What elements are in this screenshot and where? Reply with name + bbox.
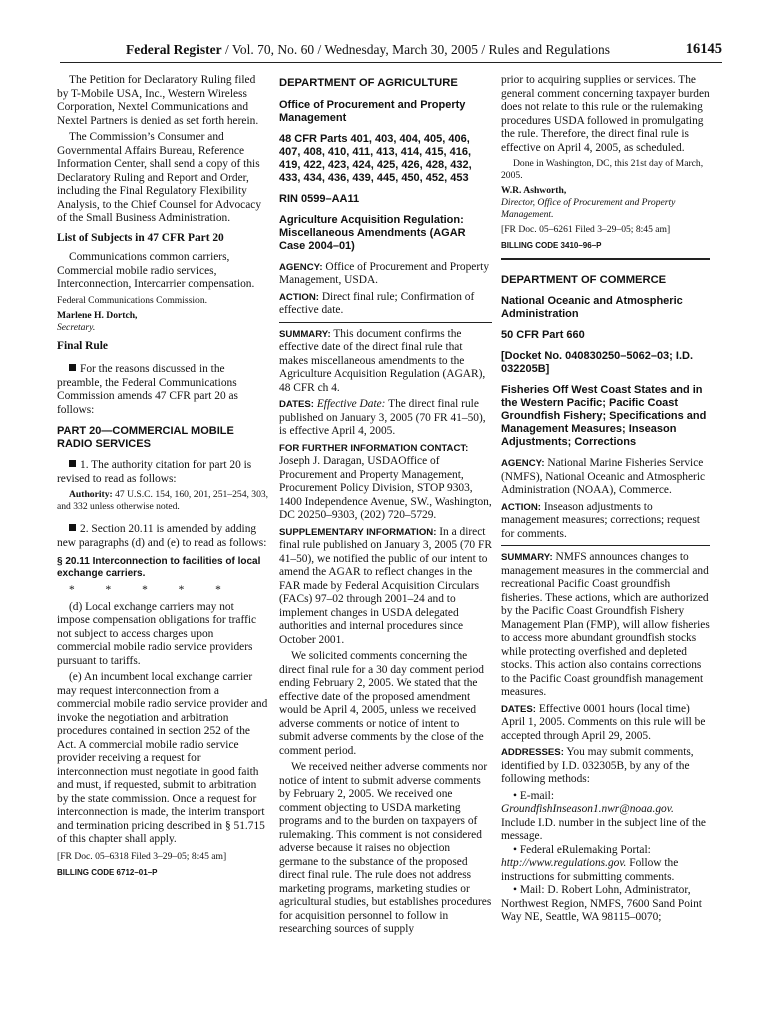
department-heading: DEPARTMENT OF AGRICULTURE (279, 77, 458, 89)
billing-code: BILLING CODE 6712–01–P (57, 867, 158, 877)
rule-title: Agriculture Acquisition Regulation: Miscellaneous Amendments (AGAR Case 2004–01) (279, 213, 466, 252)
portal-method: • Federal eRulemaking Portal: http://www.regulations.gov. Follow the instructions for submitting comments. (501, 843, 679, 883)
department-heading: DEPARTMENT OF COMMERCE (501, 273, 667, 286)
fr-doc-line: [FR Doc. 05–6318 Filed 3–29–05; 8:45 am] (57, 850, 227, 862)
amendatory-paragraph: 2. Section 20.11 is amended by adding new paragraphs (d) and (e) to read as follows: (57, 523, 267, 549)
authority-note: Authority: 47 U.S.C. 154, 160, 201, 251–254, 303, and 332 unless otherwise noted. (57, 489, 269, 512)
signer-title: Director, Office of Procurement and Property Management. (501, 197, 676, 220)
signer-title: Secretary. (57, 321, 96, 333)
paragraph: The Petition for Declaratory Ruling filed by T-Mobile USA, Inc., Western Wireless Corporation, Nextel Communications and Nextel Partners is denied as set forth herein. (57, 74, 259, 127)
action-line: ACTION: Direct final rule; Confirmation of effective date. (279, 290, 475, 316)
signer-name: Marlene H. Dortch, (57, 309, 138, 321)
office-heading: Office of Procurement and Property Management (279, 98, 466, 124)
rin-number: RIN 0599–AA11 (279, 192, 360, 205)
page-number: 16145 (685, 41, 722, 57)
email-link[interactable]: GroundfishInseason1.nwr@noaa.gov. (501, 803, 674, 815)
issue-info: / Vol. 70, No. 60 / Wednesday, March 30, 2005 / Rules and Regulations (221, 42, 610, 57)
fr-doc-line: [FR Doc. 05–6261 Filed 3–29–05; 8:45 am] (501, 224, 671, 235)
amendatory-paragraph: 1. The authority citation for part 20 is revised to read as follows: (57, 459, 252, 485)
agency-name: Federal Communications Commission. (57, 294, 208, 306)
column-3 (501, 74, 710, 928)
paragraph: (e) An incumbent local exchange carrier may request interconnection from a commercial mobile radio service provider and invoke the negotiation and arbitration procedures contained in section 252 of the Act. A commercial mobile radio service provider receiving a request for interconnection must negotiate in good faith and must, if requested, submit to arbitration by the state commission. Once a request for interconnection is made, the interim transport and termination pricing described in § 51.715 of this chapter shall apply. (57, 671, 268, 845)
page-header (60, 40, 722, 63)
paragraph: We received neither adverse comments nor notice of intent to submit adverse comments by February 2, 2005. We received one comment objecting to USDA marketing programs and to the burden on taxpayers of rulemaking. This comment is not considered adverse because it raises no objection germane to the substance of the proposed direct final rule. The rule does not address marketing programs, marketing studies or agricultural studies, but establishes procedures for acquisition personnel to follow in researching sources of supply (279, 761, 492, 935)
section-heading: § 20.11 Interconnection to facilities of local exchange carriers. (57, 556, 261, 579)
supplementary-line: SUPPLEMENTARY INFORMATION: In a direct final rule published on January 3, 2005 (70 FR 41–50), we notified the public of our intent to amend the AGAR to reflect changes in the FAR made by Federal Acquisition Circulars (FACs) 97–02 through 2001–24 and to implement changes in USDA delegated authorities and internal procedures since October 2001. (279, 525, 492, 646)
docket-number: [Docket No. 040830250–5062–03; I.D. 032205B] (501, 350, 694, 375)
running-head (126, 42, 610, 58)
rule-title: Fisheries Off West Coast States and in the Western Pacific; Pacific Coast Groundfish Fishery; Specifications and Management Measures; Inseason Adjustments; Corrections (501, 384, 707, 448)
summary-line: SUMMARY: NMFS announces changes to management measures in the commercial and recreational Pacific Coast groundfish fisheries. These actions, which are authorized by the Pacific Coast Groundfish Fishery Management Plan (FMP), will allow fisheries to access more abundant groundfish stocks while protecting overfished and depleted stocks. This action also contains corrections to the Pacific Coast groundfish management measures. (501, 551, 710, 698)
paragraph: (d) Local exchange carriers may not impose compensation obligations for traffic not subject to access charges upon commercial mobile radio service providers pursuant to tariffs. (57, 600, 257, 667)
dates-line: DATES: Effective 0001 hours (local time) April 1, 2005. Comments on this rule will be accepted through April 29, 2005. (501, 702, 706, 742)
amendatory-paragraph: For the reasons discussed in the preamble, the Federal Communications Commission amends 47 CFR part 20 as follows: (57, 363, 238, 416)
column-1 (57, 74, 269, 882)
portal-link[interactable]: http://www.regulations.gov. (501, 857, 627, 869)
subjects-list: Communications common carriers, Commercial mobile radio services, Interconnection, Intercarrier compensation. (57, 251, 255, 290)
summary-line: SUMMARY: This document confirms the effective date of the direct final rule that makes miscellaneous amendments to the Agriculture Acquisition Regulation (AGAR), 48 CFR ch 4. (279, 327, 486, 394)
square-bullet-icon (69, 364, 76, 371)
column-2 (279, 74, 492, 940)
ellipsis-stars: * * * * * (69, 584, 235, 596)
cfr-parts: 48 CFR Parts 401, 403, 404, 405, 406, 407, 408, 410, 411, 413, 414, 415, 416, 419, 422, 423, 424, 425, 426, 428, 432, 433, 434, 436, 439, 445, 450, 452, 453 (279, 132, 472, 184)
paragraph: We solicited comments concerning the direct final rule for a 30 day comment period ending February 2, 2005. We stated that the effective date of the proposed amendment would be April 4, 2005, unless we received adverse comments or notice of intent to submit adverse comments by the close of the comment period. (279, 650, 484, 757)
signing-date: Done in Washington, DC, this 21st day of March, 2005. (501, 158, 704, 181)
journal-name: Federal Register (126, 42, 222, 57)
action-line: ACTION: Inseason adjustments to management measures; corrections; request for comments. (501, 500, 700, 540)
agency-line: AGENCY: Office of Procurement and Property Management, USDA. (279, 260, 490, 286)
agency-line: AGENCY: National Marine Fisheries Service (NMFS), National Oceanic and Atmospheric Administration (NOAA), Commerce. (501, 457, 706, 496)
mail-method: • Mail: D. Robert Lohn, Administrator, Northwest Region, NMFS, 7600 Sand Point Way NE, Seattle, WA 98115–0070; (501, 884, 702, 923)
part-heading: PART 20—COMMERCIAL MOBILE RADIO SERVICES (57, 425, 234, 450)
subjects-heading: List of Subjects in 47 CFR Part 20 (57, 231, 224, 244)
paragraph: The Commission’s Consumer and Governmental Affairs Bureau, Reference Information Center, shall send a copy of this Declaratory Ruling and Report and Order, including the Final Regulatory Flexibility Analysis, to the Chief Counsel for Advocacy of the Small Business Administration. (57, 131, 262, 224)
divider (279, 322, 492, 323)
divider (501, 258, 710, 260)
signer-name: W.R. Ashworth, (501, 185, 567, 196)
final-rule-heading: Final Rule (57, 339, 108, 352)
divider (501, 545, 710, 546)
email-method: • E-mail: GroundfishInseason1.nwr@noaa.gov. Include I.D. number in the subject line of the message. (501, 789, 706, 842)
billing-code: BILLING CODE 3410–96–P (501, 241, 602, 250)
square-bullet-icon (69, 460, 76, 467)
dates-line: DATES: Effective Date: The direct final rule published on January 3, 2005 (70 FR 41–50), is effective April 4, 2005. (279, 398, 486, 437)
addresses-line: ADDRESSES: You may submit comments, identified by I.D. 032305B, by any of the following methods: (501, 746, 694, 785)
square-bullet-icon (69, 524, 76, 531)
cfr-parts: 50 CFR Part 660 (501, 329, 585, 341)
paragraph: prior to acquiring supplies or services. The general comment concerning taxpayer burden does not relate to this rule or the rulemaking procedures USDA followed in promulgating the rule. Therefore, the direct final rule is effective on April 4, 2005, as scheduled. (501, 74, 710, 154)
contact-line: FOR FURTHER INFORMATION CONTACT: Joseph J. Daragan, USDAOffice of Procurement and Property Management, Procurement Policy Division, STOP 9303, 1400 Independence Avenue, SW., Washington, DC 20250–9303, (202) 720–5729. (279, 442, 492, 521)
office-heading: National Oceanic and Atmospheric Administration (501, 295, 683, 320)
